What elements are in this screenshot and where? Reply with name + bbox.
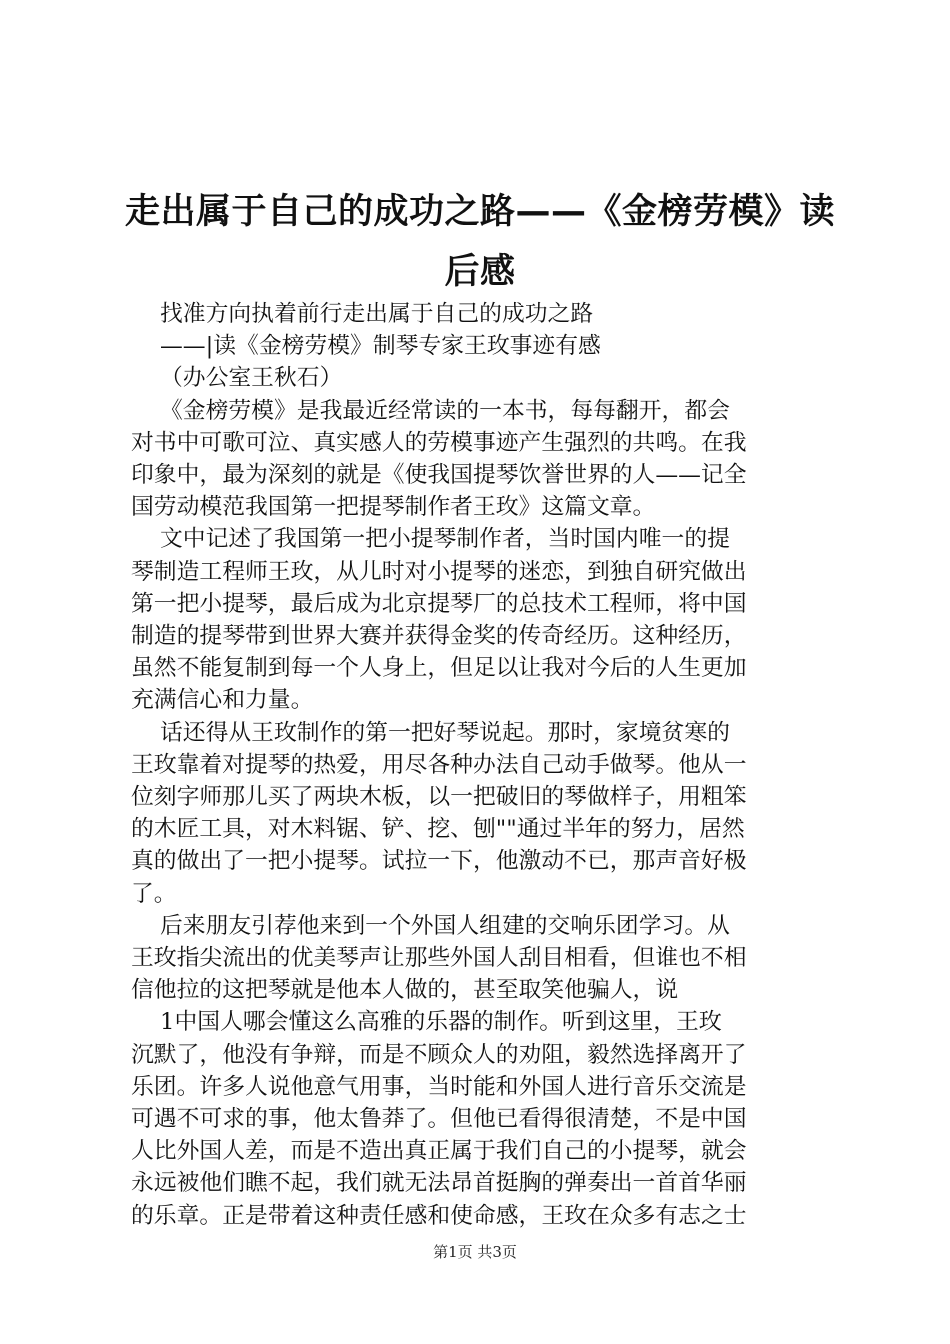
body-line: 第一把小提琴，最后成为北京提琴厂的总技术工程师，将中国 [131,590,747,617]
body-line: 的木匠工具，对木料锯、铲、挖、刨""通过半年的努力，居然 [131,816,745,843]
body-line: ——|读《金榜劳模》制琴专家王玫事迹有感 [131,333,601,360]
body-line: 印象中，最为深刻的就是《使我国提琴饮誉世界的人——记全 [131,462,747,489]
body-line: 了。 [131,880,177,907]
body-line: 王玫指尖流出的优美琴声让那些外国人刮目相看，但谁也不相 [131,945,747,972]
body-line: 充满信心和力量。 [131,687,314,714]
title-line-1: 走出属于自己的成功之路——《金榜劳模》读 [125,192,836,232]
body-line: 《金榜劳模》是我最近经常读的一本书，每每翻开，都会 [131,397,730,424]
body-line: 话还得从王玫制作的第一把好琴说起。那时，家境贫寒的 [131,719,730,746]
body-line: 后来朋友引荐他来到一个外国人组建的交响乐团学习。从 [131,912,730,939]
page-footer: 第1页 共3页 [433,1243,517,1261]
body-line: 制造的提琴带到世界大赛并获得金奖的传奇经历。这种经历， [131,623,747,650]
title-line-2: 后感 [444,252,516,292]
body-line: 找准方向执着前行走出属于自己的成功之路 [131,301,594,327]
body-line: 1中国人哪会懂这么高雅的乐器的制作。听到这里，王玫 [131,1009,722,1036]
body-line: 真的做出了一把小提琴。试拉一下，他激动不已，那声音好极 [131,848,747,875]
body-line: 信他拉的这把琴就是他本人做的，甚至取笑他骗人，说 [131,977,679,1004]
body-line: 的乐章。正是带着这种责任感和使命感，王玫在众多有志之士 [131,1202,747,1229]
body-line: 可遇不可求的事，他太鲁莽了。但他已看得很清楚，不是中国 [131,1106,747,1133]
document-body [131,298,833,1232]
body-line: 虽然不能复制到每一个人身上，但足以让我对今后的人生更加 [131,655,747,682]
body-line: 位刻字师那儿买了两块木板，以一把破旧的琴做样子，用粗笨 [131,784,747,811]
body-line: 永远被他们瞧不起，我们就无法昂首挺胸的弹奏出一首首华丽 [131,1170,747,1197]
body-line: 国劳动模范我国第一把提琴制作者王玫》这篇文章。 [131,494,656,521]
body-line: 对书中可歌可泣、真实感人的劳模事迹产生强烈的共鸣。在我 [131,429,747,456]
body-line: 文中记述了我国第一把小提琴制作者，当时国内唯一的提 [131,526,730,553]
body-line: 人比外国人差，而是不造出真正属于我们自己的小提琴，就会 [131,1138,747,1165]
body-line: 乐团。许多人说他意气用事，当时能和外国人进行音乐交流是 [131,1073,747,1100]
body-line: （办公室王秋石） [131,365,343,392]
body-line: 王玫靠着对提琴的热爱，用尽各种办法自己动手做琴。他从一 [131,751,747,778]
document-title [125,182,835,302]
body-line: 沉默了，他没有争辩，而是不顾众人的劝阻，毅然选择离开了 [131,1041,747,1068]
body-line: 琴制造工程师王玫，从儿时对小提琴的迷恋，到独自研究做出 [131,558,747,585]
